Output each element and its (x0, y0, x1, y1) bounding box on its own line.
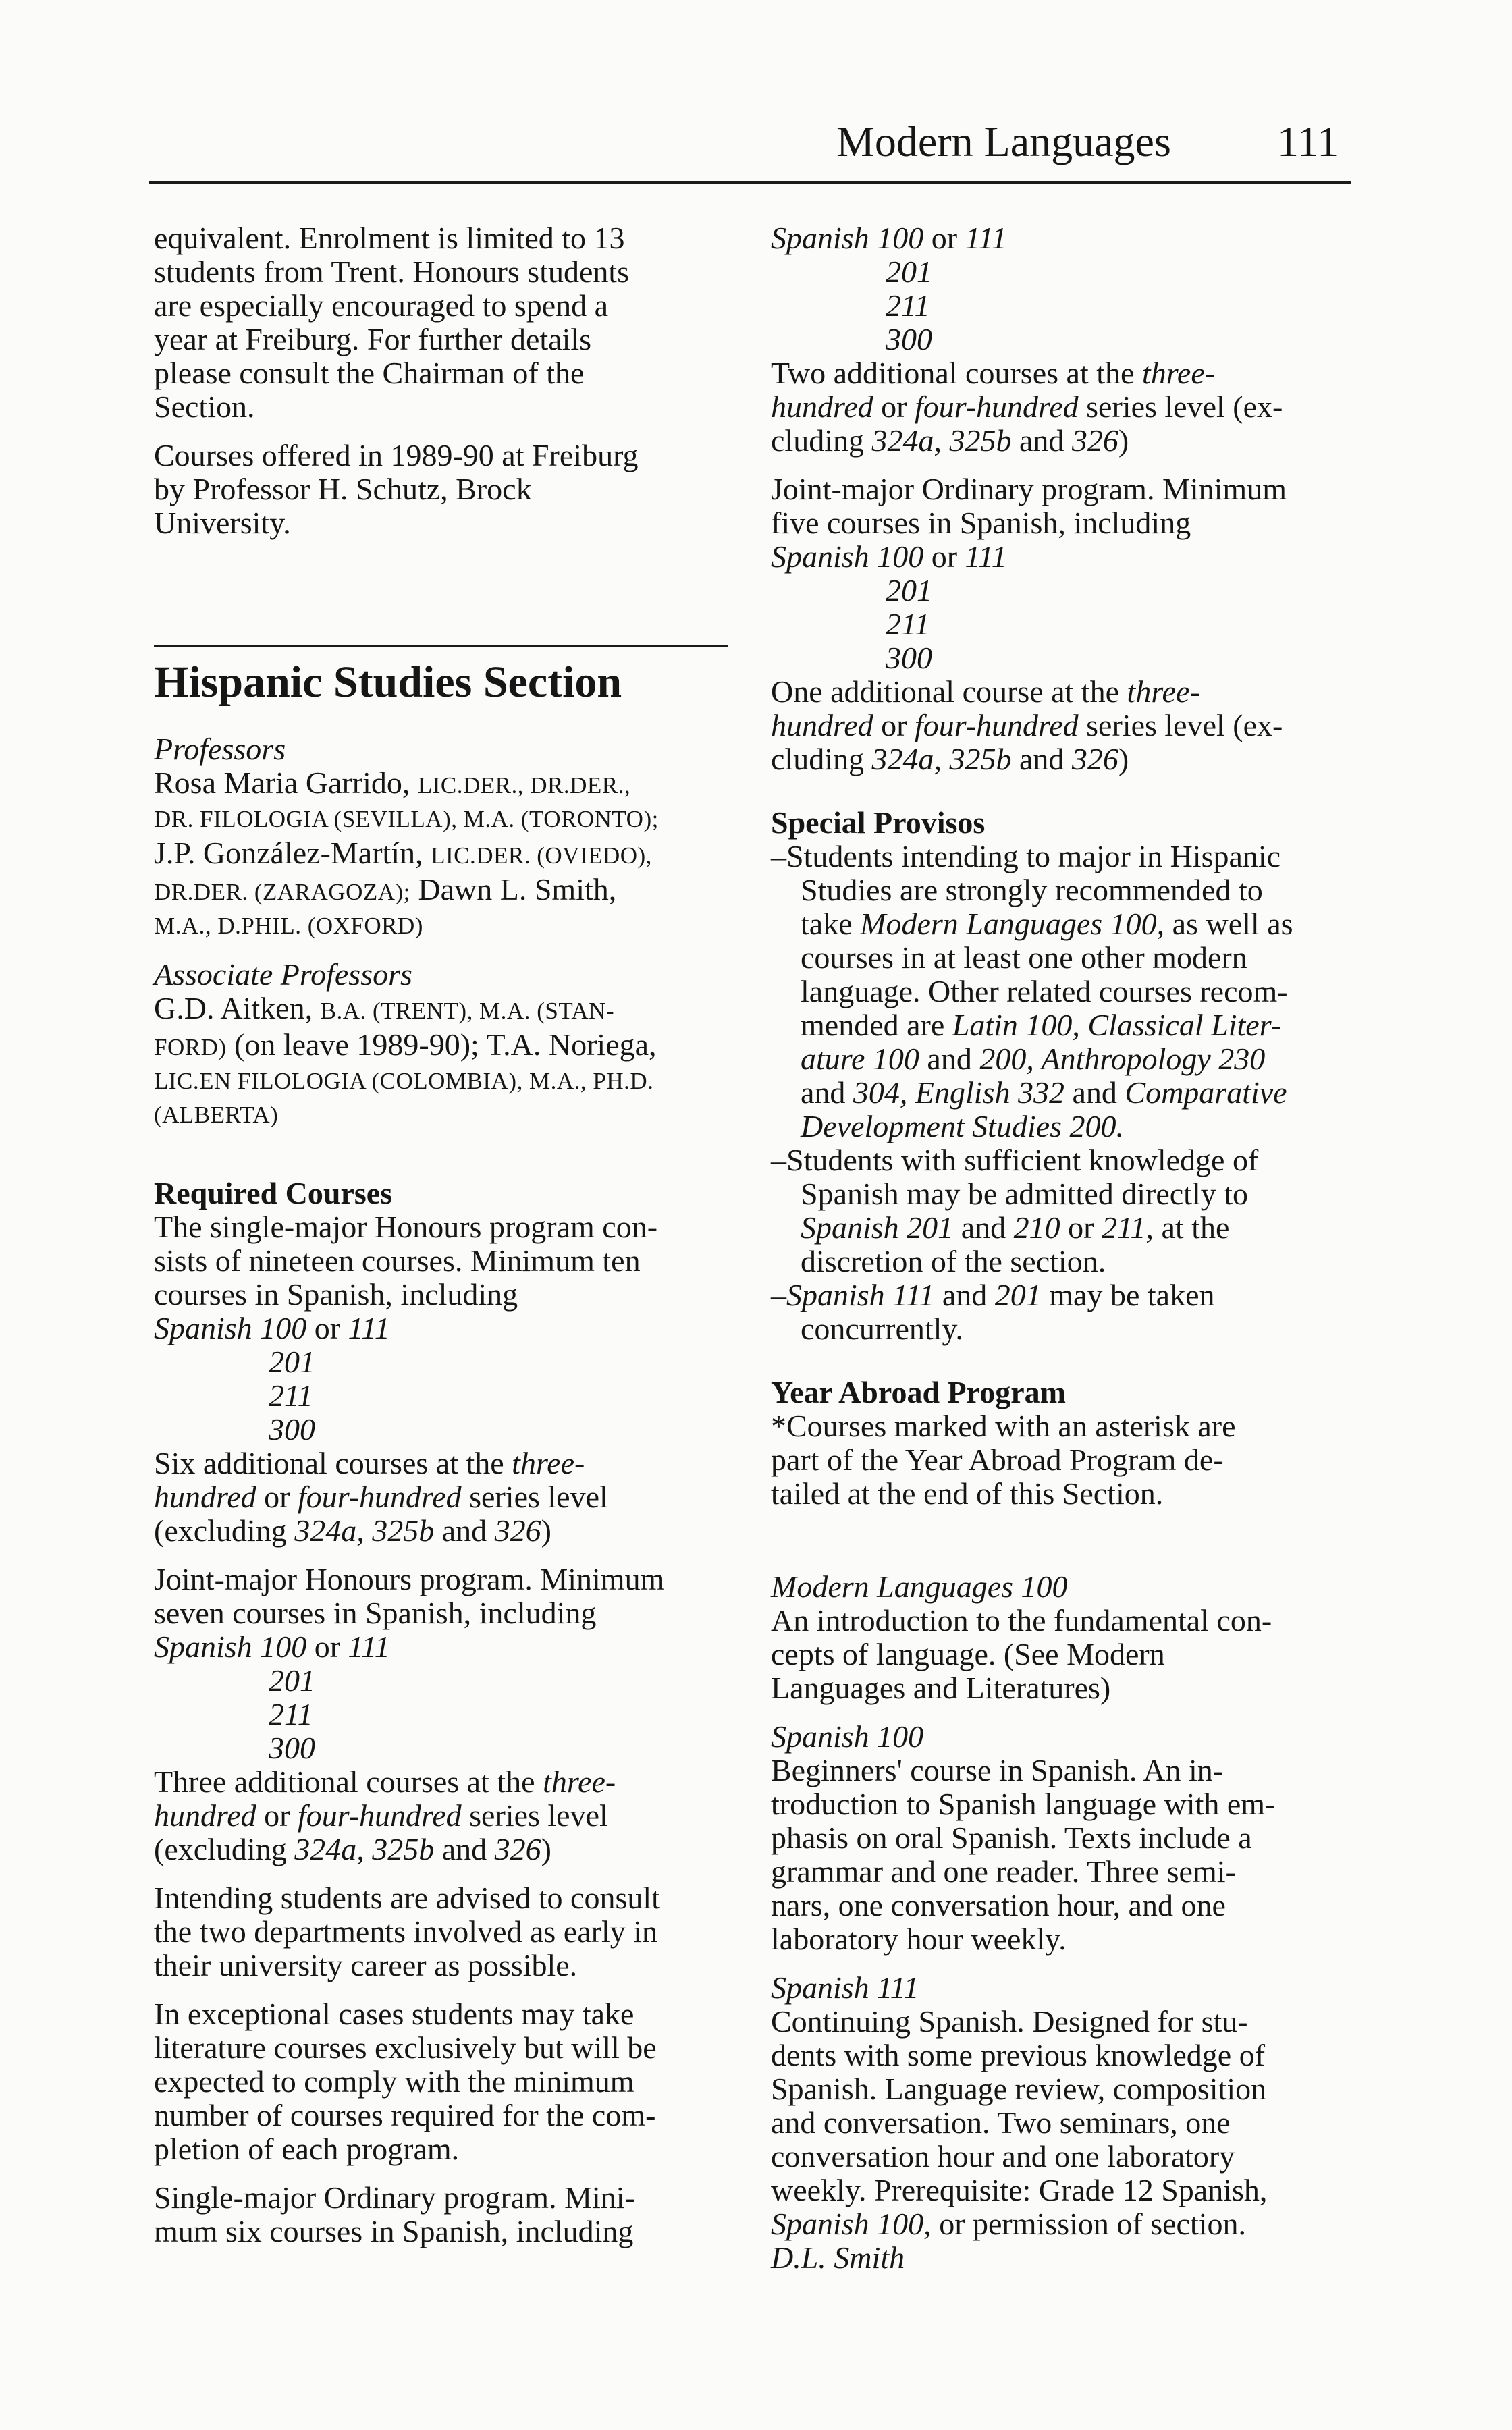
text-line: please consult the Chairman of the (154, 356, 585, 390)
courses-offered-paragraph (154, 439, 732, 540)
text-line: Continuing Spanish. Designed for stu- (771, 2004, 1248, 2039)
course-line: 300 (269, 1412, 315, 1447)
text-line: phasis on oral Spanish. Texts include a (771, 1820, 1252, 1855)
text-line: cluding 324a, 325b and 326) (771, 423, 1129, 458)
faculty-line: (ALBERTA) (154, 1102, 279, 1128)
text-line: Spanish. Language review, composition (771, 2072, 1267, 2106)
text-line: year at Freiburg. For further details (154, 322, 592, 356)
course-instructor: D.L. Smith (771, 2240, 905, 2275)
proviso-item (771, 840, 1355, 1346)
text-line: Courses offered in 1989-90 at Freiburg (154, 438, 639, 473)
text-line: Section. (154, 389, 255, 424)
text-line: hundred or four-hundred series level (154, 1798, 608, 1833)
text-line: Beginners' course in Spanish. An in- (771, 1753, 1224, 1787)
faculty-line: G.D. Aitken, B.A. (TRENT), M.A. (STAN- (154, 991, 615, 1025)
text-line: discretion of the section. (801, 1244, 1106, 1278)
faculty-line: Rosa Maria Garrido, LIC.DER., DR.DER., (154, 765, 631, 800)
course-title: Spanish 100 (771, 1719, 924, 1754)
text-line: (excluding 324a, 325b and 326) (154, 1513, 551, 1548)
text-line: One additional course at the three- (771, 674, 1200, 709)
course-line: 300 (886, 641, 932, 675)
text-line: ature 100 and 200, Anthropology 230 (801, 1042, 1266, 1076)
text-line: cepts of language. (See Modern (771, 1637, 1165, 1671)
text-line: take Modern Languages 100, as well as (801, 907, 1293, 941)
course-line: Spanish 100 or 111 (154, 1629, 390, 1664)
text-line: An introduction to the fundamental con- (771, 1603, 1272, 1638)
associate-professors-label: Associate Professors (154, 957, 412, 992)
text-line: equivalent. Enrolment is limited to 13 (154, 221, 625, 255)
text-line: cluding 324a, 325b and 326) (771, 742, 1129, 776)
text-line: sists of nineteen courses. Minimum ten (154, 1243, 641, 1278)
text-line: *Courses marked with an asterisk are (771, 1409, 1236, 1443)
section-rule (154, 645, 728, 647)
faculty-line: LIC.EN FILOLOGIA (COLOMBIA), M.A., PH.D. (154, 1068, 654, 1094)
text-line: Six additional courses at the three- (154, 1446, 585, 1480)
professors-block (154, 732, 732, 943)
text-line: In exceptional cases students may take (154, 1997, 634, 2031)
text-line: expected to comply with the minimum (154, 2064, 634, 2099)
course-line: Spanish 100 or 111 (771, 221, 1007, 255)
year-abroad-heading: Year Abroad Program (771, 1375, 1066, 1409)
course-line: Spanish 100 or 111 (771, 539, 1007, 574)
course-entry-spanish-100 (771, 1720, 1355, 1956)
section-title: Hispanic Studies Section (154, 657, 622, 707)
text-line: Spanish may be admitted directly to (801, 1177, 1249, 1211)
course-title: Modern Languages 100 (771, 1569, 1068, 1604)
intending-students-paragraph (154, 1881, 732, 1982)
header-rule (149, 181, 1351, 184)
single-ordinary-paragraph (154, 2181, 732, 2248)
course-line: 201 (886, 254, 932, 289)
text-line: University. (154, 506, 291, 540)
single-ordinary-continued (771, 221, 1355, 458)
required-courses-heading: Required Courses (154, 1176, 393, 1210)
joint-ordinary-paragraph (771, 473, 1355, 776)
text-line: Two additional courses at the three- (771, 356, 1216, 390)
text-line: Joint-major Ordinary program. Minimum (771, 472, 1287, 506)
course-line: 211 (269, 1378, 313, 1413)
text-line: part of the Year Abroad Program de- (771, 1442, 1224, 1477)
course-title: Spanish 111 (771, 1970, 919, 2005)
text-line: Languages and Literatures) (771, 1671, 1111, 1705)
page-number: 111 (1277, 117, 1339, 165)
text-line: language. Other related courses recom- (801, 974, 1288, 1008)
faculty-line: FORD) (on leave 1989-90); T.A. Noriega, (154, 1027, 657, 1062)
text-line: number of courses required for the com- (154, 2098, 656, 2132)
text-line: five courses in Spanish, including (771, 506, 1191, 540)
course-line: 201 (886, 573, 932, 608)
text-line: Spanish 201 and 210 or 211, at the (801, 1210, 1230, 1245)
text-line: Spanish 100, or permission of section. (771, 2207, 1246, 2241)
course-line: Spanish 100 or 111 (154, 1311, 390, 1345)
text-line: Development Studies 200. (801, 1109, 1125, 1143)
text-line: students from Trent. Honours students (154, 254, 630, 289)
course-line: 211 (886, 607, 930, 641)
course-entry-ml100 (771, 1570, 1355, 1705)
faculty-line: DR.DER. (ZARAGOZA); Dawn L. Smith, (154, 872, 617, 907)
course-line: 201 (269, 1345, 315, 1379)
text-line: by Professor H. Schutz, Brock (154, 472, 532, 506)
text-line: nars, one conversation hour, and one (771, 1888, 1226, 1922)
text-line: courses in at least one other modern (801, 940, 1247, 975)
text-line: tailed at the end of this Section. (771, 1476, 1164, 1511)
text-line: seven courses in Spanish, including (154, 1596, 597, 1630)
faculty-line: M.A., D.PHIL. (OXFORD) (154, 913, 423, 939)
text-line: mum six courses in Spanish, including (154, 2214, 634, 2248)
text-line: Three additional courses at the three- (154, 1764, 616, 1799)
text-line: literature courses exclusively but will be (154, 2030, 657, 2065)
professors-label: Professors (154, 732, 286, 766)
joint-honours-paragraph (154, 1563, 732, 1866)
special-provisos-heading: Special Provisos (771, 805, 986, 840)
text-line: their university career as possible. (154, 1948, 578, 1982)
text-line: –Students intending to major in Hispanic (771, 839, 1281, 873)
text-line: troduction to Spanish language with em- (771, 1787, 1276, 1821)
running-header-title: Modern Languages (836, 117, 1171, 165)
text-line: Intending students are advised to consult (154, 1881, 660, 1915)
text-line: the two departments involved as early in (154, 1914, 658, 1949)
course-line: 211 (886, 288, 930, 323)
text-line: grammar and one reader. Three semi- (771, 1854, 1236, 1889)
text-line: laboratory hour weekly. (771, 1922, 1066, 1956)
right-column (771, 221, 1355, 2290)
text-line: mended are Latin 100, Classical Liter- (801, 1008, 1282, 1042)
text-line: conversation hour and one laboratory (771, 2139, 1235, 2174)
text-line: Studies are strongly recommended to (801, 873, 1263, 907)
course-line: 211 (269, 1697, 313, 1731)
faculty-line: J.P. González-Martín, LIC.DER. (OVIEDO), (154, 836, 652, 870)
text-line: Single-major Ordinary program. Mini- (154, 2180, 635, 2215)
course-line: 300 (886, 322, 932, 356)
text-line: hundred or four-hundred series level (ex- (771, 389, 1283, 424)
text-line: weekly. Prerequisite: Grade 12 Spanish, (771, 2173, 1268, 2207)
text-line: –Spanish 111 and 201 may be taken (771, 1278, 1215, 1312)
course-line: 201 (269, 1663, 315, 1698)
text-line: concurrently. (801, 1312, 963, 1346)
text-line: pletion of each program. (154, 2132, 460, 2166)
text-line: –Students with sufficient knowledge of (771, 1143, 1259, 1177)
text-line: Joint-major Honours program. Minimum (154, 1562, 665, 1596)
exceptional-cases-paragraph (154, 1997, 732, 2166)
text-line: dents with some previous knowledge of (771, 2038, 1266, 2072)
freiburg-intro-paragraph (154, 221, 732, 424)
text-line: (excluding 324a, 325b and 326) (154, 1832, 551, 1866)
left-column (154, 221, 732, 2263)
single-honours-paragraph (154, 1210, 732, 1548)
text-line: and 304, English 332 and Comparative (801, 1075, 1287, 1110)
text-line: and conversation. Two seminars, one (771, 2105, 1231, 2140)
text-line: The single-major Honours program con- (154, 1210, 658, 1244)
text-line: are especially encouraged to spend a (154, 288, 609, 323)
associate-professors-block (154, 958, 732, 1132)
faculty-line: DR. FILOLOGIA (SEVILLA), M.A. (TORONTO); (154, 806, 659, 832)
text-line: hundred or four-hundred series level (ex- (771, 708, 1283, 742)
text-line: hundred or four-hundred series level (154, 1480, 608, 1514)
year-abroad-paragraph (771, 1409, 1355, 1511)
course-line: 300 (269, 1731, 315, 1765)
text-line: courses in Spanish, including (154, 1277, 518, 1312)
course-entry-spanish-111 (771, 1971, 1355, 2275)
